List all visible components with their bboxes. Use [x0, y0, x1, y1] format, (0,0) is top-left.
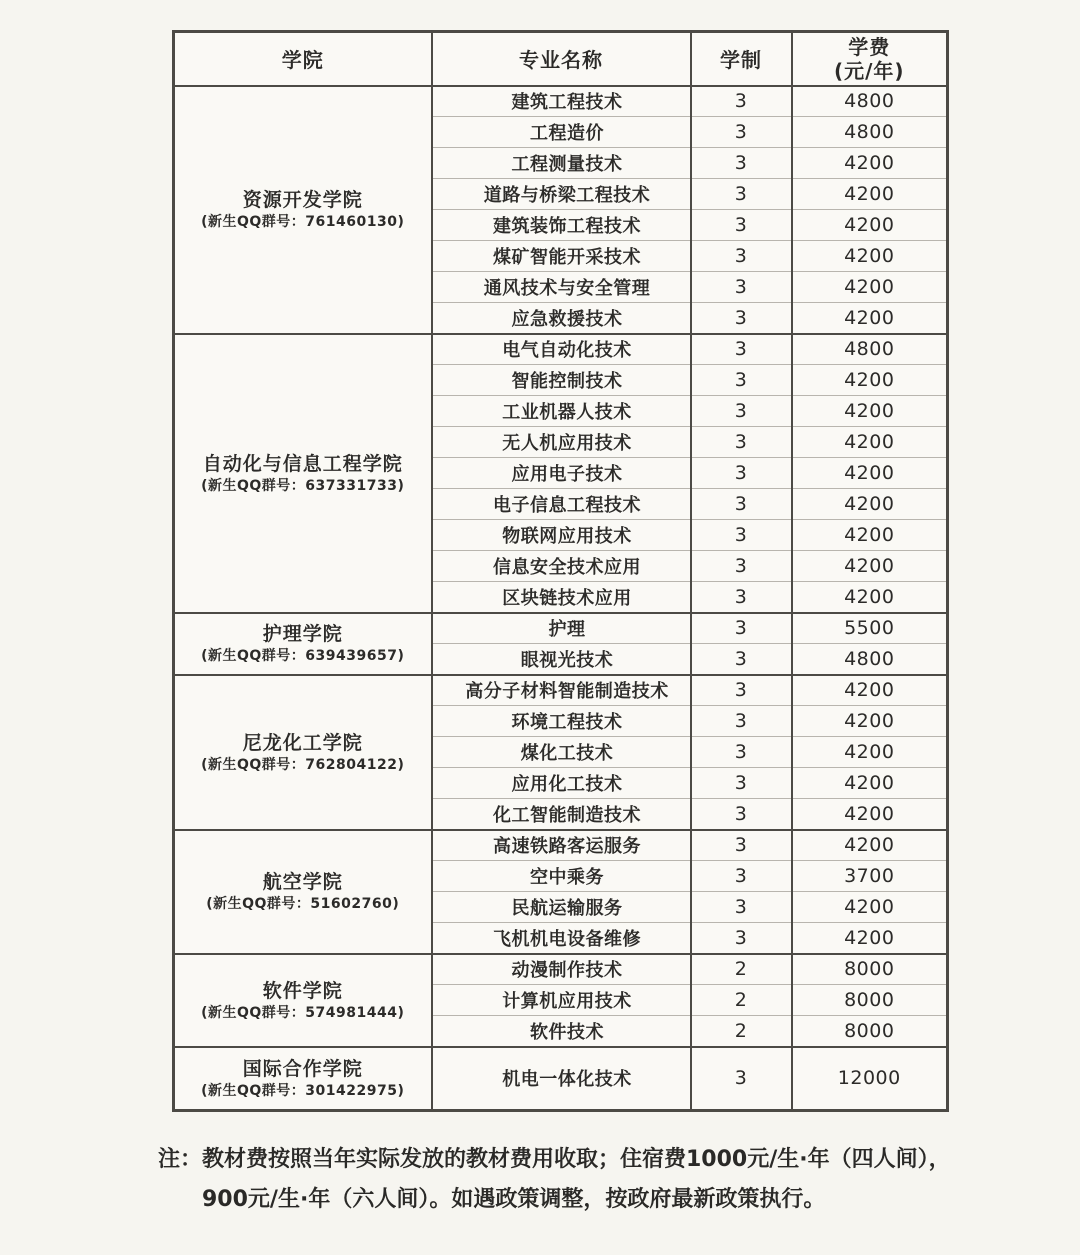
tuition-value: 3700 [792, 861, 948, 892]
major-name: 机电一体化技术 [432, 1047, 691, 1111]
tuition-value: 4200 [792, 458, 948, 489]
tuition-value: 4200 [792, 706, 948, 737]
college-cell [174, 830, 432, 954]
table-header [174, 32, 948, 86]
major-name: 无人机应用技术 [432, 427, 691, 458]
college-name: 航空学院 [262, 871, 343, 893]
duration-value: 3 [691, 923, 792, 954]
duration-value: 3 [691, 1047, 792, 1111]
major-name: 计算机应用技术 [432, 985, 691, 1016]
duration-value: 3 [691, 396, 792, 427]
table-row [174, 675, 948, 706]
tuition-value: 4200 [792, 148, 948, 179]
college-cell [174, 86, 432, 334]
header-tuition-line2: (元/年) [833, 58, 905, 83]
major-name: 工程造价 [432, 117, 691, 148]
college-qq-number: (新生QQ群号：637331733) [201, 477, 405, 494]
major-name: 工程测量技术 [432, 148, 691, 179]
tuition-value: 4200 [792, 396, 948, 427]
duration-value: 3 [691, 148, 792, 179]
duration-value: 3 [691, 117, 792, 148]
tuition-value: 4200 [792, 365, 948, 396]
major-name: 智能控制技术 [432, 365, 691, 396]
tuition-value: 4200 [792, 179, 948, 210]
college-name: 软件学院 [262, 979, 343, 1002]
header-major: 专业名称 [432, 32, 691, 86]
header-duration: 学制 [691, 32, 792, 86]
duration-value: 3 [691, 706, 792, 737]
tuition-value: 4200 [792, 737, 948, 768]
college-cell [174, 675, 432, 830]
major-name: 民航运输服务 [432, 892, 691, 923]
duration-value: 2 [691, 985, 792, 1016]
major-name: 煤化工技术 [432, 737, 691, 768]
major-name: 化工智能制造技术 [432, 799, 691, 830]
table-row [174, 830, 948, 861]
tuition-table-container [172, 30, 946, 1112]
major-name: 应急救援技术 [432, 303, 691, 334]
tuition-value: 4800 [792, 644, 948, 675]
tuition-value: 8000 [792, 1016, 948, 1047]
duration-value: 3 [691, 241, 792, 272]
duration-value: 3 [691, 520, 792, 551]
college-qq-number: (新生QQ群号：639439657) [201, 648, 405, 664]
duration-value: 3 [691, 427, 792, 458]
major-name: 高分子材料智能制造技术 [432, 675, 691, 706]
tuition-value: 4800 [792, 117, 948, 148]
major-name: 飞机机电设备维修 [432, 923, 691, 954]
header-college: 学院 [174, 32, 432, 86]
tuition-value: 4200 [792, 582, 948, 613]
major-name: 建筑装饰工程技术 [432, 210, 691, 241]
duration-value: 3 [691, 272, 792, 303]
college-qq-number: (新生QQ群号：762804122) [201, 756, 405, 773]
tuition-value: 4200 [792, 427, 948, 458]
tuition-value: 4200 [792, 675, 948, 706]
major-name: 软件技术 [432, 1016, 691, 1047]
tuition-value: 4200 [792, 272, 948, 303]
major-name: 物联网应用技术 [432, 520, 691, 551]
table-row [174, 613, 948, 644]
college-name: 护理学院 [262, 623, 343, 645]
major-name: 工业机器人技术 [432, 396, 691, 427]
major-name: 动漫制作技术 [432, 954, 691, 985]
duration-value: 3 [691, 644, 792, 675]
tuition-value: 4800 [792, 334, 948, 365]
table-row [174, 1047, 948, 1111]
college-name: 自动化与信息工程学院 [202, 452, 403, 475]
major-name: 空中乘务 [432, 861, 691, 892]
header-row [174, 32, 948, 86]
major-name: 建筑工程技术 [432, 86, 691, 117]
duration-value: 2 [691, 954, 792, 985]
college-cell [174, 1047, 432, 1111]
table-row [174, 954, 948, 985]
college-qq-number: (新生QQ群号：761460130) [201, 214, 405, 230]
duration-value: 3 [691, 892, 792, 923]
duration-value: 3 [691, 582, 792, 613]
tuition-value: 4200 [792, 489, 948, 520]
duration-value: 3 [691, 365, 792, 396]
header-tuition [792, 32, 948, 86]
major-name: 煤矿智能开采技术 [432, 241, 691, 272]
tuition-value: 4200 [792, 892, 948, 923]
college-name: 资源开发学院 [242, 189, 363, 211]
tuition-value: 4800 [792, 86, 948, 117]
major-name: 通风技术与安全管理 [432, 272, 691, 303]
duration-value: 3 [691, 458, 792, 489]
footnote [158, 1140, 968, 1220]
duration-value: 3 [691, 210, 792, 241]
tuition-value: 4200 [792, 923, 948, 954]
tuition-value: 4200 [792, 241, 948, 272]
college-cell [174, 334, 432, 613]
tuition-value: 4200 [792, 768, 948, 799]
major-name: 电气自动化技术 [432, 334, 691, 365]
major-name: 眼视光技术 [432, 644, 691, 675]
table-body [174, 86, 948, 1111]
tuition-value: 8000 [792, 985, 948, 1016]
duration-value: 3 [691, 768, 792, 799]
tuition-value: 12000 [792, 1047, 948, 1111]
duration-value: 3 [691, 861, 792, 892]
duration-value: 3 [691, 86, 792, 117]
tuition-value: 4200 [792, 551, 948, 582]
major-name: 区块链技术应用 [432, 582, 691, 613]
college-qq-number: (新生QQ群号：574981444) [201, 1004, 405, 1021]
major-name: 环境工程技术 [432, 706, 691, 737]
college-qq-number: (新生QQ群号：51602760) [206, 896, 400, 912]
duration-value: 3 [691, 737, 792, 768]
college-name: 尼龙化工学院 [242, 731, 363, 754]
table-row [174, 334, 948, 365]
duration-value: 3 [691, 551, 792, 582]
tuition-value: 4200 [792, 520, 948, 551]
college-name: 国际合作学院 [242, 1057, 363, 1080]
tuition-value: 8000 [792, 954, 948, 985]
tuition-value: 4200 [792, 799, 948, 830]
major-name: 应用电子技术 [432, 458, 691, 489]
duration-value: 2 [691, 1016, 792, 1047]
duration-value: 3 [691, 334, 792, 365]
duration-value: 3 [691, 613, 792, 644]
duration-value: 3 [691, 830, 792, 861]
tuition-value: 4200 [792, 210, 948, 241]
duration-value: 3 [691, 799, 792, 830]
footnote-line1: 注：教材费按照当年实际发放的教材费用收取；住宿费1000元/生·年（四人间）， [158, 1147, 951, 1172]
college-qq-number: (新生QQ群号：301422975) [201, 1082, 405, 1099]
tuition-value: 4200 [792, 830, 948, 861]
footnote-line2: 900元/生·年（六人间）。如遇政策调整，按政府最新政策执行。 [202, 1187, 826, 1212]
major-name: 高速铁路客运服务 [432, 830, 691, 861]
college-cell [174, 954, 432, 1047]
duration-value: 3 [691, 303, 792, 334]
tuition-table [172, 30, 949, 1112]
major-name: 应用化工技术 [432, 768, 691, 799]
major-name: 电子信息工程技术 [432, 489, 691, 520]
tuition-value: 5500 [792, 613, 948, 644]
major-name: 信息安全技术应用 [432, 551, 691, 582]
duration-value: 3 [691, 675, 792, 706]
duration-value: 3 [691, 489, 792, 520]
duration-value: 3 [691, 179, 792, 210]
major-name: 护理 [432, 613, 691, 644]
tuition-value: 4200 [792, 303, 948, 334]
college-cell [174, 613, 432, 675]
table-row [174, 86, 948, 117]
major-name: 道路与桥梁工程技术 [432, 179, 691, 210]
header-tuition-line1: 学费 [848, 34, 891, 59]
